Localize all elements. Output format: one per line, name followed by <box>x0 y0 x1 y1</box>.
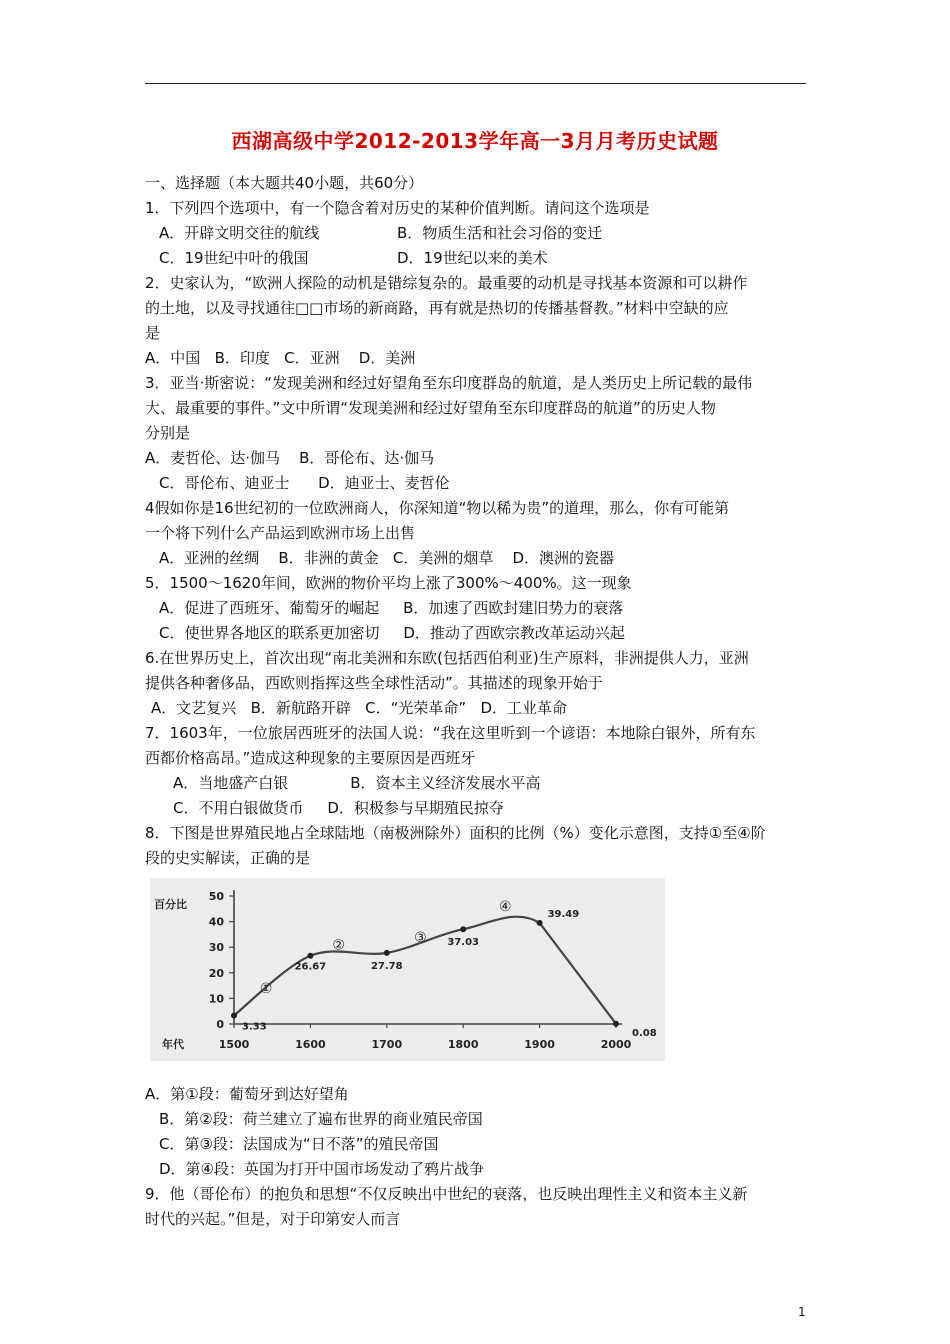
y-tick-label: 50 <box>208 890 224 903</box>
q3-line-1: 3．亚当·斯密说：“发现美洲和经过好望角至东印度群岛的航道，是人类历史上所记载的最伟 <box>145 374 753 392</box>
q3-options-ab: A．麦哲伦、达·伽马 B．哥伦布、达·伽马 <box>145 449 435 467</box>
colony-area-chart <box>150 878 665 1061</box>
q1-stem: 1．下列四个选项中，有一个隐含着对历史的某种价值判断。请问这个选项是 <box>145 199 650 217</box>
y-tick-label: 40 <box>208 915 224 929</box>
q1-options-ab <box>145 221 810 246</box>
q1-options-cd <box>145 246 810 271</box>
q1-option-a: A．开辟文明交往的航线 <box>159 224 320 242</box>
x-tick-label: 1900 <box>524 1038 555 1051</box>
q9-line-2: 时代的兴起。”但是，对于印第安人而言 <box>145 1210 401 1228</box>
q3-line-2: 大、最重要的事件。”文中所谓“发现美洲和经过好望角至东印度群岛的航道”的历史人物 <box>145 399 716 417</box>
data-label: 3.33 <box>242 1021 267 1033</box>
x-tick-label: 1700 <box>371 1038 403 1051</box>
q6-options: A．文艺复兴 B．新航路开辟 C．“光荣革命” D．工业革命 <box>151 699 568 717</box>
y-tick-label: 10 <box>208 992 224 1006</box>
q7-line-1: 7．1603年，一位旅居西班牙的法国人说：“我在这里听到一个谚语：本地除白银外，所有东 <box>145 724 756 742</box>
data-point <box>460 926 466 932</box>
q4-line-1: 4假如你是16世纪初的一位欧洲商人，你深知道“物以稀为贵”的道理，那么，你有可能第 <box>145 499 730 517</box>
q1-option-b: B．物质生活和社会习俗的变迁 <box>397 224 603 242</box>
q8-option-b: B．第②段：荷兰建立了遍布世界的商业殖民帝国 <box>159 1110 483 1128</box>
chart-labels <box>242 899 657 1039</box>
x-tick-label: 1600 <box>295 1038 326 1051</box>
data-label: 26.67 <box>294 961 327 973</box>
q8-option-d: D．第④段：英国为打开中国市场发动了鸦片战争 <box>159 1160 484 1178</box>
q8-line-2: 段的史实解读，正确的是 <box>145 849 311 867</box>
x-tick-label: 1800 <box>447 1038 479 1051</box>
stage-marker: ④ <box>498 899 512 916</box>
page-number: 1 <box>798 1305 806 1319</box>
exam-body <box>145 171 810 1232</box>
stage-marker: ① <box>259 981 273 998</box>
y-tick-label: 0 <box>216 1018 224 1031</box>
q4-line-2: 一个将下列什么产品运到欧洲市场上出售 <box>145 524 416 542</box>
q7-options-ab: A．当地盛产白银 B．资本主义经济发展水平高 <box>173 774 541 792</box>
data-label: 37.03 <box>447 937 480 949</box>
q5-options-ab: A．促进了西班牙、葡萄牙的崛起 B．加速了西欧封建旧势力的衰落 <box>159 599 624 617</box>
y-axis-title: 百分比 <box>154 898 187 911</box>
q9-line-1: 9．他（哥伦布）的抱负和思想“不仅反映出中世纪的衰落，也反映出理性主义和资本主义新 <box>145 1185 748 1203</box>
q8-option-c: C．第③段：法国成为“日不落”的殖民帝国 <box>159 1135 439 1153</box>
q2-line-2: 的土地，以及寻找通往□□市场的新商路，再有就是热切的传播基督教。”材料中空缺的应 <box>145 299 729 317</box>
section-heading: 一、选择题（本大题共40小题，共60分） <box>145 174 424 192</box>
q2-line-1: 2．史家认为，“欧洲人探险的动机是错综复杂的。最重要的动机是寻找基本资源和可以耕作 <box>145 274 748 292</box>
q4-options: A．亚洲的丝绸 B．非洲的黄金 C．美洲的烟草 D．澳洲的瓷器 <box>159 549 615 567</box>
q2-line-3: 是 <box>145 324 161 342</box>
q1-option-d: D．19世纪以来的美术 <box>397 249 548 267</box>
q1-option-c: C．19世纪中叶的俄国 <box>159 249 309 267</box>
data-point <box>613 1021 619 1027</box>
header-rule <box>145 83 806 84</box>
y-tick-label: 20 <box>208 966 224 980</box>
stage-marker: ③ <box>414 929 427 946</box>
q5-stem: 5．1500～1620年间，欧洲的物价平均上涨了300%～400%。这一现象 <box>145 574 632 592</box>
q7-options-cd: C．不用白银做货币 D．积极参与早期殖民掠夺 <box>173 799 504 817</box>
y-tick-label: 30 <box>208 941 224 955</box>
q8-option-a: A．第①段：葡萄牙到达好望角 <box>145 1085 349 1103</box>
q6-line-1: 6.在世界历史上，首次出现“南北美洲和东欧(包括西伯利亚)生产原料，非洲提供人力，亚洲 <box>145 649 749 667</box>
q3-options-cd: C．哥伦布、迪亚士 D．迪亚士、麦哲伦 <box>159 474 450 492</box>
stage-marker: ② <box>332 937 345 954</box>
x-tick-label: 1500 <box>218 1038 250 1051</box>
q5-options-cd: C．使世界各地区的联系更加密切 D．推动了西欧宗教改革运动兴起 <box>159 624 625 642</box>
q3-line-3: 分别是 <box>145 424 191 442</box>
q2-options: A．中国 B．印度 C．亚洲 D．美洲 <box>145 349 416 367</box>
q7-line-2: 西都价格高昂。”造成这种现象的主要原因是西班牙 <box>145 749 476 767</box>
x-axis-title: 年代 <box>162 1038 184 1051</box>
q8-line-1: 8．下图是世界殖民地占全球陆地（南极洲除外）面积的比例（%）变化示意图，支持①至④阶 <box>145 824 766 842</box>
x-tick-label: 2000 <box>600 1038 632 1051</box>
data-label: 0.08 <box>632 1027 657 1039</box>
data-point <box>231 1012 237 1018</box>
q6-line-2: 提供各种奢侈品，西欧则指挥这些全球性活动”。其描述的现象开始于 <box>145 674 603 692</box>
data-point <box>384 950 390 956</box>
data-label: 39.49 <box>547 908 580 920</box>
data-point <box>307 953 313 959</box>
exam-title: 西湖高级中学2012-2013学年高一3月月考历史试题 <box>231 129 719 153</box>
data-label: 27.78 <box>370 960 403 972</box>
colony-chart-wrap <box>145 878 810 1075</box>
data-point <box>537 920 543 926</box>
